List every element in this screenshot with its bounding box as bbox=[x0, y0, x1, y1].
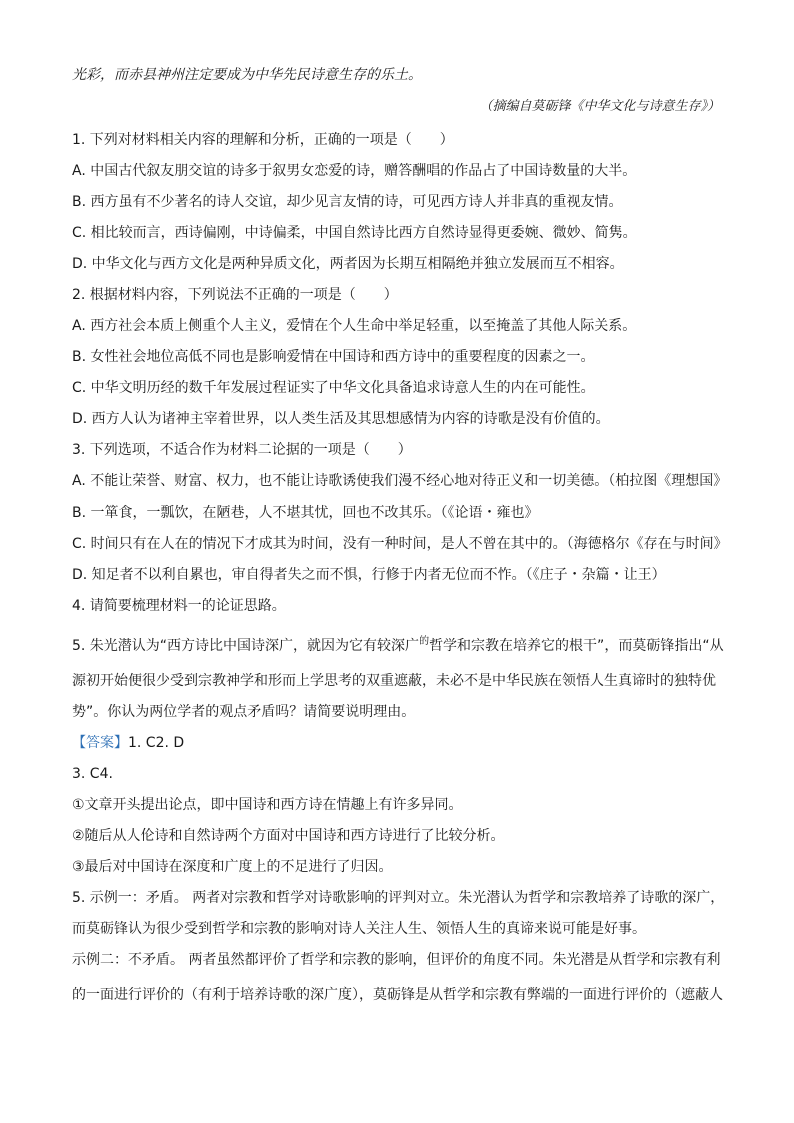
passage-closing-line: 光彩，而赤县神州注定要成为中华先民诗意生存的乐土。 bbox=[72, 67, 422, 83]
answer-tag: 【答案】 bbox=[72, 735, 128, 751]
answer-q1-q2: 1. C2. D bbox=[128, 735, 185, 751]
q1-option-a: A. 中国古代叙友朋交谊的诗多于叙男女恋爱的诗，赠答酬唱的作品占了中国诗数量的大半。 bbox=[72, 163, 637, 179]
answer-q5-example2-line-2: 的一面进行评价的（有利于培养诗歌的深广度），莫砺锋是从哲学和宗教有弊端的一面进行评价的（遮蔽人 bbox=[72, 987, 723, 1003]
answer-q4-point-1: ①文章开头提出论点，即中国诗和西方诗在情趣上有许多异同。 bbox=[72, 797, 463, 813]
q2-option-c: C. 中华文明历经的数千年发展过程证实了中华文化具备追求诗意人生的内在可能性。 bbox=[72, 380, 595, 396]
q1-option-b: B. 西方虽有不少著名的诗人交谊，却少见言友情的诗，可见西方诗人并非真的重视友情。 bbox=[72, 194, 623, 210]
q2-stem: 2. 根据材料内容，下列说法不正确的一项是（ ） bbox=[72, 287, 398, 303]
q3-option-b: B. 一箪食，一瓢饮，在陋巷，人不堪其忧，回也不改其乐。（《论语・雍也》 bbox=[72, 505, 539, 521]
answer-q5-example2-line-1: 示例二：不矛盾。 两者虽然都评价了哲学和宗教的影响，但评价的角度不同。朱光潜是从哲学和宗教有利 bbox=[72, 952, 721, 968]
q3-stem: 3. 下列选项，不适合作为材料二论据的一项是（ ） bbox=[72, 442, 412, 458]
q5-stem-line-3: 势”。你认为两位学者的观点矛盾吗？请简要说明理由。 bbox=[72, 704, 416, 720]
q3-option-c: C. 时间只有在人在的情况下才成其为时间，没有一种时间，是人不曾在其中的。（海德格尔《存在与时间》 bbox=[72, 536, 728, 552]
q5-line1-superscript: 的 bbox=[419, 636, 430, 647]
answer-q4-point-3: ③最后对中国诗在深度和广度上的不足进行了归因。 bbox=[72, 859, 393, 875]
answer-line-2: 3. C4. bbox=[72, 766, 113, 782]
q3-option-d: D. 知足者不以利自累也，审自得者失之而不惧，行修于内者无位而不怍。（《庄子・杂篇・让王） bbox=[72, 567, 666, 583]
answer-q5-example1-line-1: 5. 示例一：矛盾。 两者对宗教和哲学对诗歌影响的评判对立。朱光潜认为哲学和宗教培养了诗歌的深广， bbox=[72, 890, 725, 906]
answer-q4-point-2: ②随后从人伦诗和自然诗两个方面对中国诗和西方诗进行了比较分析。 bbox=[72, 828, 505, 844]
q2-option-a: A. 西方社会本质上侧重个人主义，爱情在个人生命中举足轻重，以至掩盖了其他人际关系。 bbox=[72, 318, 637, 334]
q5-stem-line-1 bbox=[72, 636, 734, 658]
passage-source: （摘编自莫砺锋《中华文化与诗意生存》） bbox=[479, 99, 720, 114]
q2-option-b: B. 女性社会地位高低不同也是影响爱情在中国诗和西方诗中的重要程度的因素之一。 bbox=[72, 349, 595, 365]
answer-line-1 bbox=[72, 733, 734, 753]
q3-option-a: A. 不能让荣誉、财富、权力，也不能让诗歌诱使我们漫不经心地对待正义和一切美德。（柏拉图《理想国》 bbox=[72, 473, 728, 489]
q1-option-d: D. 中华文化与西方文化是两种异质文化，两者因为长期互相隔绝并独立发展而互不相容。 bbox=[72, 256, 624, 272]
q5-line1-before: 5. 朱光潜认为“西方诗比中国诗深广，就因为它有较深广 bbox=[72, 638, 420, 654]
q1-option-c: C. 相比较而言，西诗偏刚，中诗偏柔，中国自然诗比西方自然诗显得更委婉、微妙、简隽。 bbox=[72, 225, 637, 241]
q4-stem: 4. 请简要梳理材料一的论证思路。 bbox=[72, 598, 286, 614]
answer-q5-example1-line-2: 而莫砺锋认为很少受到哲学和宗教的影响对诗人关注人生、领悟人生的真谛来说可能是好事。 bbox=[72, 921, 646, 937]
q1-stem: 1. 下列对材料相关内容的理解和分析，正确的一项是（ ） bbox=[72, 132, 454, 148]
q5-line1-after: 哲学和宗教在培养它的根干”，而莫砺锋指出“从 bbox=[429, 638, 724, 654]
q2-option-d: D. 西方人认为诸神主宰着世界，以人类生活及其思想感情为内容的诗歌是没有价值的。 bbox=[72, 411, 610, 427]
q5-stem-line-2: 源初开始便很少受到宗教神学和形而上学思考的双重遮蔽，未必不是中华民族在领悟人生真谛时的独特优 bbox=[72, 673, 716, 689]
